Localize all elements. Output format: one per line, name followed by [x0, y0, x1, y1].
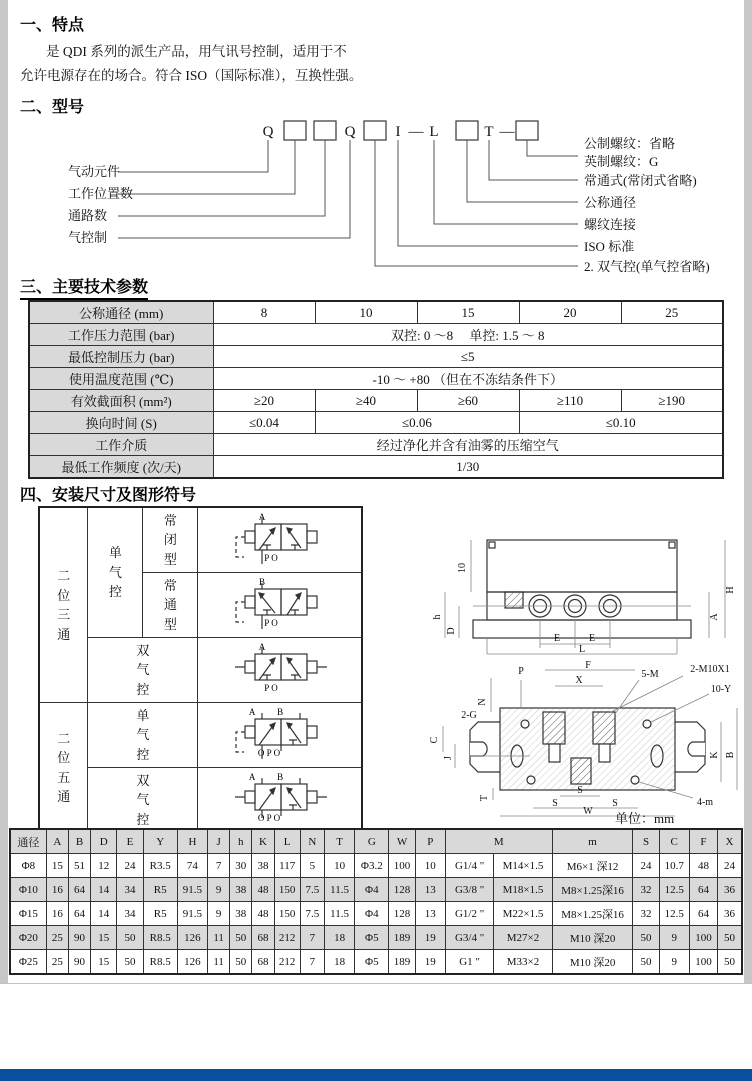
- dim-cell: Φ15: [10, 902, 46, 926]
- section3-title: 三、主要技术参数: [20, 274, 148, 300]
- param-label: 工作介质: [29, 434, 213, 456]
- label-double-pilot: 2. 双气控(单气控省略): [584, 259, 710, 274]
- dim-cell: M18×1.5: [494, 878, 552, 902]
- dim-cell: 9: [208, 902, 230, 926]
- dim-L: L: [578, 644, 586, 655]
- dim-header: X: [718, 829, 742, 854]
- dim-cell: 91.5: [177, 878, 207, 902]
- dim-cell: 32: [633, 902, 659, 926]
- dim-cell: 64: [68, 878, 90, 902]
- dim-cell: 12: [91, 854, 117, 878]
- dim-cell: G3/8 ": [445, 878, 493, 902]
- dim-2G: 2-G: [461, 710, 477, 721]
- port-label-top: A B: [248, 772, 293, 782]
- dim-cell: R8.5: [143, 926, 177, 950]
- dim-cell: 7.5: [300, 902, 324, 926]
- dim-header: S: [633, 829, 659, 854]
- dim-header: H: [177, 829, 207, 854]
- dim-cell: M10 深20: [552, 926, 633, 950]
- dim-cell: 24: [117, 854, 143, 878]
- dim-header: m: [552, 829, 633, 854]
- valve-symbol-nc: [198, 507, 362, 573]
- dimension-table: [9, 828, 743, 975]
- dim-header: N: [300, 829, 324, 854]
- dim-cell: 34: [117, 902, 143, 926]
- dim-header: P: [415, 829, 445, 854]
- table-row: [39, 768, 362, 834]
- code-letter-i: I: [395, 124, 401, 140]
- table-row: [39, 638, 362, 703]
- param-cell: 双控: 0 ～8 单控: 1.5 ～ 8: [213, 324, 723, 346]
- dim-cell: 36: [718, 878, 742, 902]
- dim-header: C: [659, 829, 689, 854]
- dim-cell: Φ4: [355, 878, 389, 902]
- dim-cell: 7: [300, 950, 324, 975]
- port-label-bottom: O P O: [257, 748, 280, 758]
- table-row: [29, 368, 723, 390]
- dim-cell: 38: [252, 854, 274, 878]
- table-row: [10, 902, 742, 926]
- dim-cell: 64: [689, 878, 717, 902]
- dim-cell: 189: [389, 926, 415, 950]
- valve-symbol-no: [198, 573, 362, 638]
- dim-W: W: [583, 806, 593, 817]
- unit-note: 单位：mm: [615, 811, 675, 826]
- dim-cell: 24: [718, 854, 742, 878]
- dim-cell: 5: [300, 854, 324, 878]
- param-label: 工作压力范围 (bar): [29, 324, 213, 346]
- valve-symbol-3way-no-icon: [205, 575, 355, 631]
- dim-cell: G1/4 ": [445, 854, 493, 878]
- port-label-top: A B: [248, 707, 293, 717]
- double-pilot-label: 双气控: [88, 768, 198, 834]
- param-cell: 1/30: [213, 456, 723, 479]
- table-row: [10, 926, 742, 950]
- dim-cell: 50: [718, 926, 742, 950]
- normally-open-label: 常通型: [143, 573, 198, 638]
- dim-cell: 128: [389, 902, 415, 926]
- param-cell: ≤0.10: [519, 412, 723, 434]
- param-cell: ≤0.06: [315, 412, 519, 434]
- dim-cell: 150: [274, 902, 300, 926]
- dim-cell: M8×1.25深16: [552, 902, 633, 926]
- dim-cell: 117: [274, 854, 300, 878]
- dim-cell: 12.5: [659, 902, 689, 926]
- dim-cell: Φ3.2: [355, 854, 389, 878]
- dim-cell: Φ25: [10, 950, 46, 975]
- valve-symbol-3way-nc-icon: [205, 510, 355, 566]
- dim-cell: R5: [143, 902, 177, 926]
- code-dash-2: —: [499, 124, 515, 140]
- single-pilot-label: 单气控: [88, 507, 143, 638]
- dim-cell: R5: [143, 878, 177, 902]
- dim-cell: 15: [91, 950, 117, 975]
- dim-S3: S: [612, 798, 618, 809]
- dim-cell: 15: [46, 854, 68, 878]
- valve-symbol-single-5way: [198, 703, 362, 768]
- dim-cell: 90: [68, 926, 90, 950]
- dim-D: D: [446, 627, 457, 635]
- dim-cell: Φ20: [10, 926, 46, 950]
- dim-cell: 68: [252, 926, 274, 950]
- code-letter-q1: Q: [262, 124, 274, 140]
- dim-header: F: [689, 829, 717, 854]
- dim-cell: 38: [230, 878, 252, 902]
- parameters-table: [28, 300, 724, 479]
- label-normally-open: 常通式(常闭式省略): [584, 173, 697, 188]
- dim-cell: 19: [415, 950, 445, 975]
- dim-S2: S: [552, 798, 558, 809]
- dim-cell: 50: [633, 950, 659, 975]
- dim-cell: Φ5: [355, 950, 389, 975]
- dim-B: B: [725, 751, 736, 759]
- dim-cell: 51: [68, 854, 90, 878]
- port-label-bottom: O P O: [257, 813, 280, 823]
- dim-10Y: 10-Y: [710, 684, 732, 695]
- dim-header: T: [324, 829, 354, 854]
- label-air-control: 气控制: [68, 230, 108, 245]
- table-row: [29, 456, 723, 479]
- dim-cell: 50: [633, 926, 659, 950]
- dim-cell: 11.5: [324, 902, 354, 926]
- dim-cell: 7.5: [300, 878, 324, 902]
- valve-symbol-double-5way: [198, 768, 362, 834]
- dim-cell: 64: [689, 902, 717, 926]
- dim-header: E: [117, 829, 143, 854]
- model-code-diagram: [0, 108, 752, 280]
- dim-cell: Φ4: [355, 902, 389, 926]
- section2-title: 二、型号: [20, 99, 85, 116]
- dim-header: Y: [143, 829, 177, 854]
- dim-E2: E: [588, 633, 596, 644]
- valve-symbol-5way-single-icon: [205, 705, 355, 761]
- param-cell: ≥110: [519, 390, 621, 412]
- dim-cell: 91.5: [177, 902, 207, 926]
- port-label-top: A: [258, 642, 265, 652]
- valve-symbol-5way-double-icon: [205, 770, 355, 826]
- dim-S1: S: [577, 785, 583, 796]
- dim-header: W: [389, 829, 415, 854]
- dim-cell: 128: [389, 878, 415, 902]
- dim-cell: 9: [208, 878, 230, 902]
- table-row: [29, 324, 723, 346]
- dim-5M: 5-M: [641, 669, 659, 680]
- dim-E1: E: [553, 633, 561, 644]
- param-label: 最低控制压力 (bar): [29, 346, 213, 368]
- port-label-bottom: P O: [264, 553, 278, 563]
- param-label: 使用温度范围 (℃): [29, 368, 213, 390]
- dim-cell: 13: [415, 902, 445, 926]
- dim-cell: 150: [274, 878, 300, 902]
- dim-cell: 19: [415, 926, 445, 950]
- dim-cell: 14: [91, 902, 117, 926]
- dim-cell: G3/4 ": [445, 926, 493, 950]
- dim-A: A: [709, 613, 720, 621]
- side-view-drawing: [425, 532, 747, 660]
- dim-X: X: [575, 675, 583, 686]
- dim-h: h: [432, 614, 443, 620]
- param-cell: 8: [213, 301, 315, 324]
- param-cell: 20: [519, 301, 621, 324]
- dim-cell: M33×2: [494, 950, 552, 975]
- dim-cell: 10.7: [659, 854, 689, 878]
- top-view-drawing: [425, 660, 752, 818]
- valve-symbol-3way-double-icon: [205, 640, 355, 696]
- dim-4m: 4-m: [696, 797, 714, 808]
- dim-N: N: [477, 698, 488, 706]
- dim-10: 10: [457, 563, 468, 573]
- dim-K: K: [709, 751, 720, 759]
- param-label: 换向时间 (S): [29, 412, 213, 434]
- dim-cell: 50: [117, 926, 143, 950]
- dim-cell: 48: [252, 902, 274, 926]
- label-inch-thread: 英制螺纹：G: [584, 154, 659, 169]
- valve-symbol-double-3way: [198, 638, 362, 703]
- dim-cell: 7: [208, 854, 230, 878]
- dim-cell: M6×1 深12: [552, 854, 633, 878]
- dim-cell: 50: [230, 950, 252, 975]
- dim-cell: 11: [208, 950, 230, 975]
- dim-header: 通径: [10, 829, 46, 854]
- footer-blue-bar: [0, 1069, 752, 1081]
- table-row: [29, 434, 723, 456]
- dim-cell: 9: [659, 950, 689, 975]
- dim-H: H: [725, 586, 736, 594]
- dim-cell: 212: [274, 926, 300, 950]
- symbol-table: [38, 506, 363, 834]
- dim-cell: 64: [68, 902, 90, 926]
- section4-title: 四、安装尺寸及图形符号: [20, 487, 197, 504]
- code-letter-q2: Q: [344, 124, 356, 140]
- dim-cell: 50: [230, 926, 252, 950]
- param-cell: ≤0.04: [213, 412, 315, 434]
- code-box-ways: [314, 121, 336, 140]
- dim-cell: 11.5: [324, 878, 354, 902]
- dim-cell: R3.5: [143, 854, 177, 878]
- dim-cell: 126: [177, 950, 207, 975]
- dim-cell: 15: [91, 926, 117, 950]
- dim-cell: 16: [46, 878, 68, 902]
- dim-cell: G1 ": [445, 950, 493, 975]
- dim-cell: M10 深20: [552, 950, 633, 975]
- dim-cell: G1/2 ": [445, 902, 493, 926]
- table-row: [10, 854, 742, 878]
- normally-closed-label: 常闭型: [143, 507, 198, 573]
- dim-cell: 25: [46, 950, 68, 975]
- dim-cell: 18: [324, 950, 354, 975]
- dim-T: T: [479, 794, 490, 802]
- param-cell: 经过净化并含有油雾的压缩空气: [213, 434, 723, 456]
- dim-cell: 48: [689, 854, 717, 878]
- dim-header: D: [91, 829, 117, 854]
- table-row: [10, 950, 742, 975]
- param-cell: ≥190: [621, 390, 723, 412]
- dim-cell: 100: [389, 854, 415, 878]
- dim-cell: 100: [689, 926, 717, 950]
- dim-cell: 50: [718, 950, 742, 975]
- label-working-positions: 工作位置数: [68, 186, 134, 201]
- param-cell: ≥20: [213, 390, 315, 412]
- param-cell: 15: [417, 301, 519, 324]
- param-cell: 10: [315, 301, 417, 324]
- dim-cell: 10: [324, 854, 354, 878]
- dim-cell: M22×1.5: [494, 902, 552, 926]
- param-cell: 25: [621, 301, 723, 324]
- port-label-bottom: P O: [264, 618, 278, 628]
- dim-cell: 38: [230, 902, 252, 926]
- dim-cell: 18: [324, 926, 354, 950]
- dim-cell: 212: [274, 950, 300, 975]
- table-row: [10, 878, 742, 902]
- dim-J: J: [443, 756, 454, 760]
- dim-cell: 16: [46, 902, 68, 926]
- section1-title: 一、特点: [20, 17, 85, 34]
- label-thread-connection: 螺纹连接: [584, 217, 637, 232]
- dim-header: G: [355, 829, 389, 854]
- dim-cell: 48: [252, 878, 274, 902]
- dim-P: P: [518, 666, 524, 677]
- dim-cell: 10: [415, 854, 445, 878]
- param-cell: ≥60: [417, 390, 519, 412]
- dim-cell: R8.5: [143, 950, 177, 975]
- table-row: [29, 412, 723, 434]
- param-label: 公称通径 (mm): [29, 301, 213, 324]
- code-dash-1: —: [408, 124, 424, 140]
- dim-cell: 50: [117, 950, 143, 975]
- table-row: [29, 390, 723, 412]
- param-label: 最低工作频度 (次/天): [29, 456, 213, 479]
- double-pilot-label: 双气控: [88, 638, 198, 703]
- dim-cell: 12.5: [659, 878, 689, 902]
- dim-cell: 14: [91, 878, 117, 902]
- code-box-positions: [284, 121, 306, 140]
- dim-cell: 9: [659, 926, 689, 950]
- code-box-thread: [516, 121, 538, 140]
- dim-cell: Φ10: [10, 878, 46, 902]
- dim-cell: 74: [177, 854, 207, 878]
- table-row: [29, 301, 723, 324]
- table-row: [39, 507, 362, 573]
- port-label-bottom: P O: [264, 683, 278, 693]
- footer-area: [0, 983, 752, 1070]
- dim-F: F: [585, 660, 591, 671]
- port-label-top: B: [258, 577, 265, 587]
- dim-header: K: [252, 829, 274, 854]
- code-letter-l: L: [429, 124, 439, 140]
- group-2pos-3way: 二位三通: [39, 507, 88, 703]
- code-box-control: [364, 121, 386, 140]
- dim-cell: Φ5: [355, 926, 389, 950]
- label-nominal-bore: 公称通径: [584, 195, 637, 210]
- label-metric-thread: 公制螺纹：省略: [584, 136, 676, 151]
- table-row: [39, 703, 362, 768]
- code-box-bore: [456, 121, 478, 140]
- dim-C: C: [429, 736, 440, 744]
- dim-header-row: [10, 829, 742, 854]
- code-letter-t: T: [484, 124, 494, 140]
- dim-cell: 68: [252, 950, 274, 975]
- section1-line2: 允许电源存在的场合。符合 ISO（国际标准），互换性强。: [20, 68, 363, 83]
- dim-cell: 11: [208, 926, 230, 950]
- dim-cell: M8×1.25深16: [552, 878, 633, 902]
- dim-header: M: [445, 829, 552, 854]
- param-cell: ≤5: [213, 346, 723, 368]
- dim-cell: 7: [300, 926, 324, 950]
- dim-cell: M27×2: [494, 926, 552, 950]
- param-cell: -10 ～ +80 （但在不冻结条件下）: [213, 368, 723, 390]
- dim-cell: 24: [633, 854, 659, 878]
- dim-cell: 189: [389, 950, 415, 975]
- dim-header: L: [274, 829, 300, 854]
- port-label-top: A: [258, 512, 265, 522]
- dim-cell: 13: [415, 878, 445, 902]
- dim-cell: M14×1.5: [494, 854, 552, 878]
- dim-cell: 100: [689, 950, 717, 975]
- table-row: [29, 346, 723, 368]
- label-ways-count: 通路数: [68, 208, 108, 223]
- param-cell: ≥40: [315, 390, 417, 412]
- dim-header: B: [68, 829, 90, 854]
- single-pilot-label: 单气控: [88, 703, 198, 768]
- group-2pos-5way: 二位五通: [39, 703, 88, 834]
- label-pneumatic-element: 气动元件: [68, 164, 121, 179]
- param-label: 有效截面积 (mm²): [29, 390, 213, 412]
- dim-header: A: [46, 829, 68, 854]
- dim-header: h: [230, 829, 252, 854]
- dim-header: J: [208, 829, 230, 854]
- dim-2M10X1: 2-M10X1: [690, 664, 730, 675]
- dim-cell: 36: [718, 902, 742, 926]
- dim-cell: 25: [46, 926, 68, 950]
- dim-cell: Φ8: [10, 854, 46, 878]
- dim-cell: 30: [230, 854, 252, 878]
- section1-line1: 是 QDI 系列的派生产品，用气讯号控制，适用于不: [46, 44, 347, 59]
- dim-cell: 90: [68, 950, 90, 975]
- dim-cell: 34: [117, 878, 143, 902]
- label-iso-standard: ISO 标准: [584, 239, 635, 254]
- dim-cell: 126: [177, 926, 207, 950]
- dim-cell: 32: [633, 878, 659, 902]
